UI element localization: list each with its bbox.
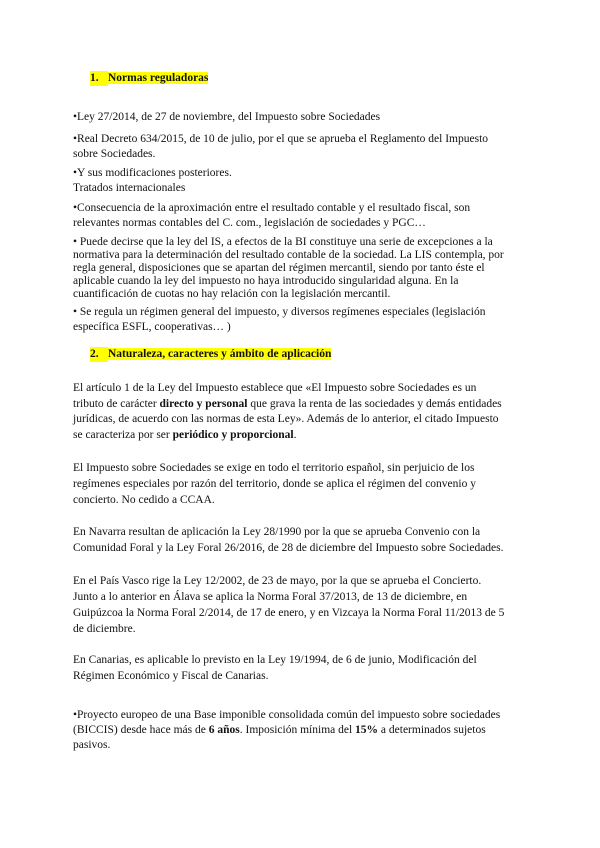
text-line: El artículo 1 de la Ley del Impuesto establece que «El Impuesto sobre Sociedades es un [73,382,477,394]
text-line: específica ESFL, cooperativas… ) [73,321,231,333]
paragraph-pais-vasco [73,573,535,637]
text-line: En Canarias, es aplicable lo previsto en la Ley 19/1994, de 6 de junio, Modificación del [73,654,477,666]
text-line: jurídicas, de acuerdo con las normas de esta Ley». Además de lo anterior, el citado Impuesto [73,413,499,425]
text-line: relevantes normas contables del C. com., legislación de sociedades y PGC… [73,217,426,229]
text-line: •Real Decreto 634/2015, de 10 de julio, por el que se aprueba el Reglamento del Impuesto [73,133,489,145]
text-line: •Ley 27/2014, de 27 de noviembre, del Impuesto sobre Sociedades [73,111,381,123]
text-line: •Y sus modificaciones posteriores. [73,167,232,179]
section-number: 2. [90,347,108,362]
text-line: • Se regula un régimen general del impuesto, y diversos regímenes especiales (legislación [73,306,486,318]
bullet-modificaciones [73,166,535,196]
paragraph-navarra [73,524,535,556]
bullet-ley-27-2014 [73,110,535,125]
text-span: . [293,428,297,441]
text-span: . Imposición mínima del [239,724,356,736]
text-line [73,428,535,444]
text-span: a determinados sujetos [378,724,486,736]
section-title: Normas reguladoras [108,72,209,84]
bullet-proyecto-europeo [73,708,535,753]
text-line: Régimen Económico y Fiscal de Canarias. [73,670,269,682]
text-line: regla general, disposiciones que se apartan del régimen mercantil, siendo por tanto éste el [73,262,485,274]
text-line: En Navarra resultan de aplicación la Ley 28/1990 por la que se aprueba Convenio con la [73,526,481,538]
text-line: Tratados internacionales [73,182,186,194]
text-line: •Proyecto europeo de una Base imponible consolidada común del impuesto sobre sociedades [73,709,501,721]
bold-text: directo y personal [159,397,248,410]
paragraph-canarias [73,652,535,684]
bold-text: 6 años [208,724,240,736]
bullet-ley-is [73,236,535,301]
text-line [73,397,535,413]
text-line: •Consecuencia de la aproximación entre el resultado contable y el resultado fiscal, son [73,202,471,214]
text-line: Junto a lo anterior en Álava se aplica la Norma Foral 37/2013, de 13 de diciembre, en [73,591,468,603]
bold-text: periódico y proporcional [172,428,294,441]
paragraph-territorio [73,460,535,508]
text-line: El Impuesto sobre Sociedades se exige en todo el territorio español, sin perjuicio de los [73,462,475,474]
section-heading-normas [90,71,208,86]
section-title: Naturaleza, caracteres y ámbito de aplicación [108,348,332,360]
text-line [73,723,535,738]
text-span: (BICCIS) desde hace más de [73,724,209,736]
bold-text: 15% [355,724,379,736]
text-span: tributo de carácter [73,397,160,410]
text-line: de diciembre. [73,623,136,635]
text-line: En el País Vasco rige la Ley 12/2002, de 23 de mayo, por la que se aprueba el Concierto. [73,575,482,587]
text-span: que grava la renta de las sociedades y demás entidades [247,397,502,410]
text-line: pasivos. [73,739,111,751]
text-line: Comunidad Foral y la Ley Foral 26/2016, de 28 de diciembre del Impuesto sobre Sociedades. [73,542,504,554]
paragraph-articulo-1 [73,381,535,443]
text-line: concierto. No cedido a CCAA. [73,494,215,506]
bullet-aproximacion [73,201,535,231]
text-line: Guipúzcoa la Norma Foral 2/2014, de 17 de enero, y en Vizcaya la Norma Foral 11/2013 de 5 [73,607,505,619]
bullet-regimen-general [73,305,535,335]
section-heading-naturaleza [90,347,331,362]
text-span: se caracteriza por ser [73,428,173,441]
text-line: normativa para la determinación del resultado contable de la sociedad. La LIS contempla, por [73,249,504,261]
text-line: aplicable cuando la ley del impuesto no haya introducido singularidad alguna. En la [73,275,459,287]
section-number: 1. [90,71,108,86]
text-line: cuantificación de cuotas no hay relación con la legislación mercantil. [73,288,391,300]
bullet-real-decreto [73,132,535,162]
text-line: • Puede decirse que la ley del IS, a efectos de la BI constituye una serie de excepciones a la [73,236,493,248]
text-line: regímenes especiales por razón del territorio, donde se aplica el régimen del convenio y [73,478,476,490]
text-line: sobre Sociedades. [73,148,156,160]
